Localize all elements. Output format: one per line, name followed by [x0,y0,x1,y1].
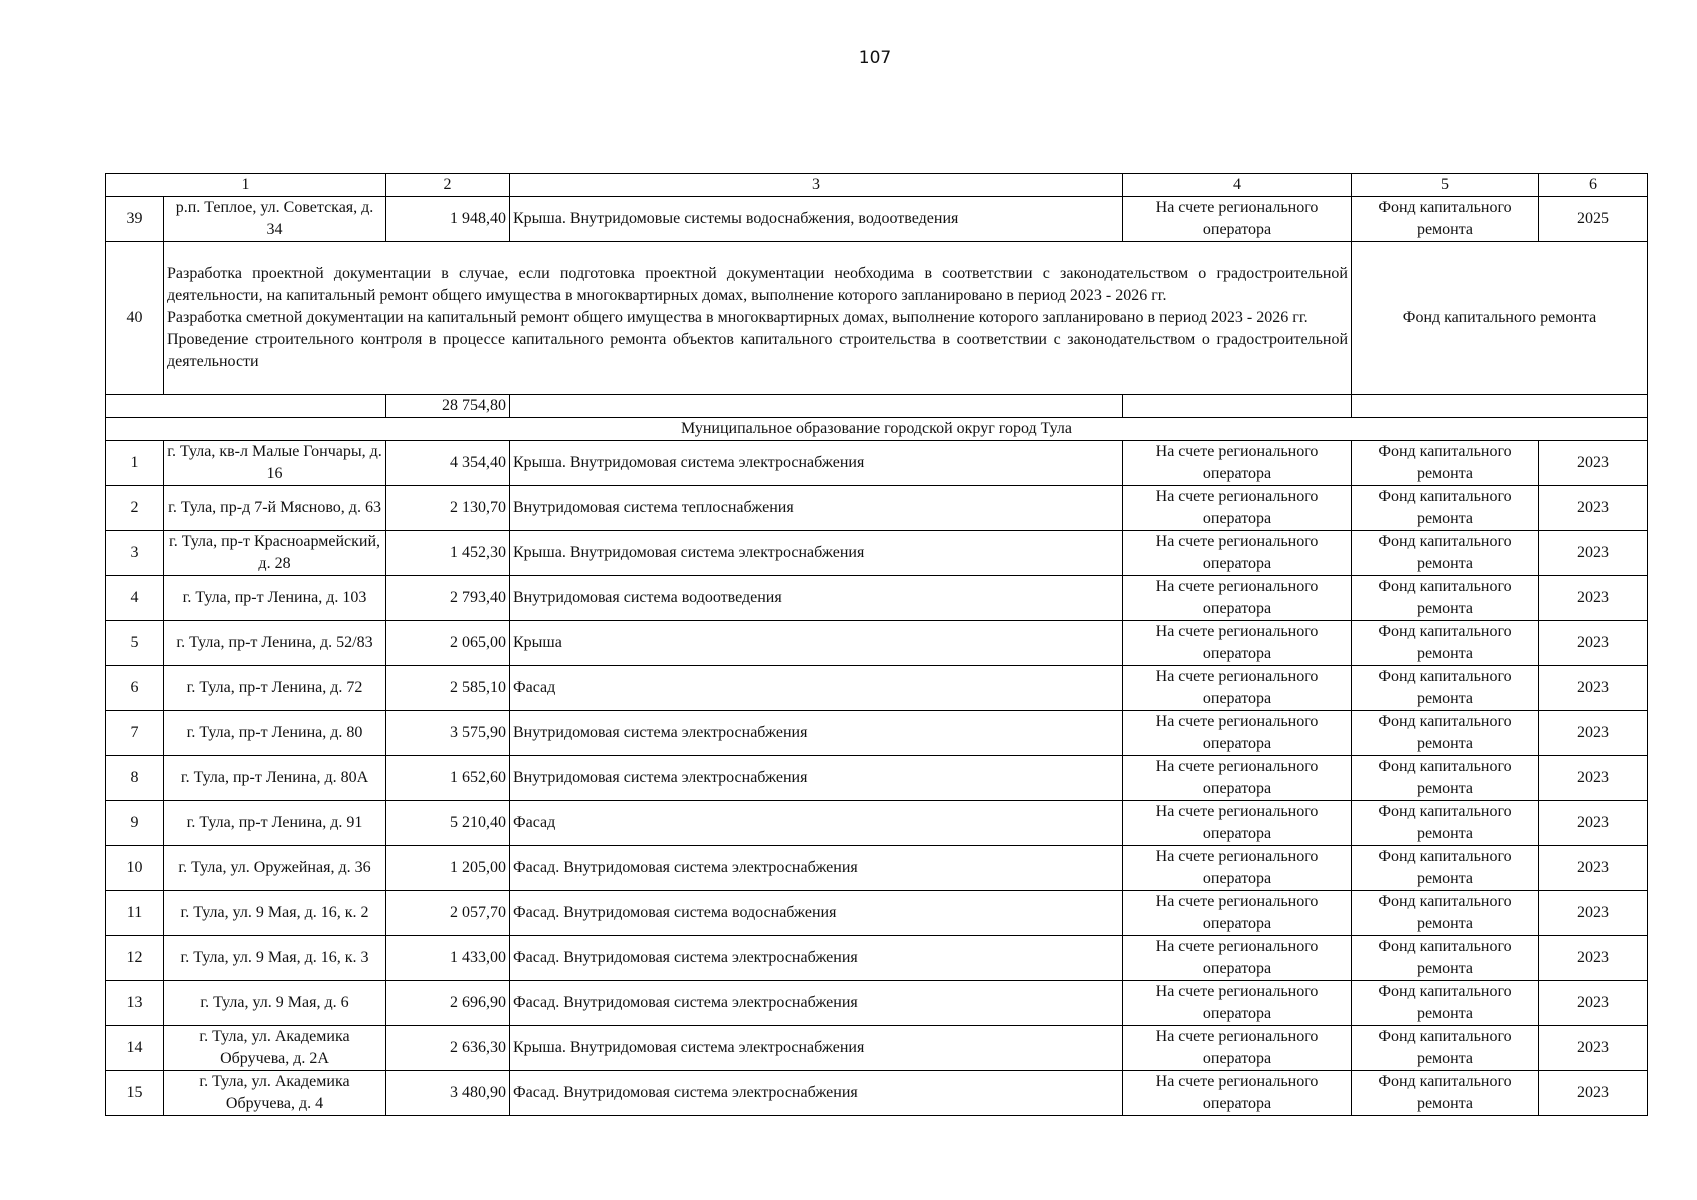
account-cell: На счете регионального оператора [1123,711,1352,756]
fund-cell: Фонд капитального ремонта [1352,711,1539,756]
area-cell: 5 210,40 [386,801,510,846]
fund-cell: Фонд капитального ремонта [1352,891,1539,936]
row-number: 14 [106,1026,164,1071]
works-cell: Фасад. Внутридомовая система водоснабжения [510,891,1123,936]
year-cell: 2023 [1539,801,1648,846]
row-number: 8 [106,756,164,801]
address-cell: г. Тула, кв-л Малые Гончары, д. 16 [164,441,386,486]
works-cell: Крыша. Внутридомовые системы водоснабжения, водоотведения [510,197,1123,242]
works-cell: Внутридомовая система электроснабжения [510,756,1123,801]
works-cell: Фасад. Внутридомовая система электроснабжения [510,846,1123,891]
year-cell: 2023 [1539,846,1648,891]
table-row [106,531,1648,576]
table-row [106,756,1648,801]
year-cell: 2023 [1539,756,1648,801]
row-number: 10 [106,846,164,891]
works-cell: Внутридомовая система электроснабжения [510,711,1123,756]
table-row [106,441,1648,486]
area-cell: 1 948,40 [386,197,510,242]
works-cell: Фасад [510,666,1123,711]
fund-cell: Фонд капитального ремонта [1352,197,1539,242]
works-cell: Крыша. Внутридомовая система электроснабжения [510,531,1123,576]
account-cell: На счете регионального оператора [1123,1026,1352,1071]
account-cell: На счете регионального оператора [1123,666,1352,711]
header-cell: 5 [1352,174,1539,197]
year-cell: 2025 [1539,197,1648,242]
row-number: 39 [106,197,164,242]
address-cell: г. Тула, ул. 9 Мая, д. 6 [164,981,386,1026]
header-row [106,174,1648,197]
year-cell: 2023 [1539,891,1648,936]
section-header-row [106,418,1648,441]
row-number: 6 [106,666,164,711]
area-cell: 1 205,00 [386,846,510,891]
table-row [106,486,1648,531]
works-cell: Фасад. Внутридомовая система электроснабжения [510,981,1123,1026]
account-cell: На счете регионального оператора [1123,1071,1352,1116]
account-cell: На счете регионального оператора [1123,197,1352,242]
address-cell: р.п. Теплое, ул. Советская, д. 34 [164,197,386,242]
area-cell: 2 130,70 [386,486,510,531]
table-row [106,197,1648,242]
address-cell: г. Тула, пр-т Ленина, д. 103 [164,576,386,621]
fund-cell: Фонд капитального ремонта [1352,441,1539,486]
works-cell: Внутридомовая система водоотведения [510,576,1123,621]
account-cell: На счете регионального оператора [1123,486,1352,531]
fund-cell: Фонд капитального ремонта [1352,846,1539,891]
year-cell: 2023 [1539,486,1648,531]
works-cell: Фасад. Внутридомовая система электроснабжения [510,1071,1123,1116]
address-cell: г. Тула, ул. Оружейная, д. 36 [164,846,386,891]
row-number: 40 [106,242,164,395]
works-cell: Фасад [510,801,1123,846]
row-number: 1 [106,441,164,486]
address-cell: г. Тула, пр-т Ленина, д. 80 [164,711,386,756]
row-number: 7 [106,711,164,756]
area-cell: 1 452,30 [386,531,510,576]
works-cell: Внутридомовая система теплоснабжения [510,486,1123,531]
header-cell: 1 [106,174,386,197]
row-number: 4 [106,576,164,621]
table-row [106,576,1648,621]
area-cell: 2 793,40 [386,576,510,621]
area-cell: 2 696,90 [386,981,510,1026]
area-cell: 1 652,60 [386,756,510,801]
header-cell: 6 [1539,174,1648,197]
empty-cell [1352,395,1648,418]
table-row [106,1071,1648,1116]
row-number: 15 [106,1071,164,1116]
paragraph: Разработка сметной документации на капитальный ремонт общего имущества в многоквартирных домах, выполнение которого запланировано в период 2023 - 2026 гг. [167,309,1308,326]
year-cell: 2023 [1539,576,1648,621]
page-number: 107 [858,48,892,68]
paragraph: Разработка проектной документации в случае, если подготовка проектной документации необходима в соответствии с законодательством о градостроительной деятельности, на капитальный ремонт общего имущества в многоквартирных домах, выполнение которого запланировано в период 2023 - 2026 гг. [167,265,1348,304]
row-number: 12 [106,936,164,981]
paragraph: Проведение строительного контроля в процессе капитального ремонта объектов капитального строительства в соответствии с законодательством о градостроительной деятельности [167,331,1348,370]
address-cell: г. Тула, пр-т Красноармейский, д. 28 [164,531,386,576]
works-cell: Крыша [510,621,1123,666]
area-cell: 3 480,90 [386,1071,510,1116]
area-cell: 2 585,10 [386,666,510,711]
year-cell: 2023 [1539,531,1648,576]
area-cell: 1 433,00 [386,936,510,981]
account-cell: На счете регионального оператора [1123,441,1352,486]
address-cell: г. Тула, пр-т Ленина, д. 52/83 [164,621,386,666]
fund-cell: Фонд капитального ремонта [1352,801,1539,846]
table-row [106,801,1648,846]
area-cell: 2 057,70 [386,891,510,936]
row-number: 2 [106,486,164,531]
fund-cell: Фонд капитального ремонта [1352,666,1539,711]
table-row [106,1026,1648,1071]
empty-cell [1123,395,1352,418]
account-cell: На счете регионального оператора [1123,936,1352,981]
works-cell: Крыша. Внутридомовая система электроснабжения [510,441,1123,486]
fund-cell: Фонд капитального ремонта [1352,531,1539,576]
address-cell: г. Тула, ул. 9 Мая, д. 16, к. 2 [164,891,386,936]
address-cell: г. Тула, пр-т Ленина, д. 72 [164,666,386,711]
address-cell: г. Тула, пр-д 7-й Мясново, д. 63 [164,486,386,531]
year-cell: 2023 [1539,711,1648,756]
account-cell: На счете регионального оператора [1123,846,1352,891]
total-row [106,395,1648,418]
header-cell: 4 [1123,174,1352,197]
fund-cell: Фонд капитального ремонта [1352,981,1539,1026]
year-cell: 2023 [1539,1026,1648,1071]
account-cell: На счете регионального оператора [1123,576,1352,621]
row-number: 13 [106,981,164,1026]
account-cell: На счете регионального оператора [1123,981,1352,1026]
year-cell: 2023 [1539,666,1648,711]
fund-cell: Фонд капитального ремонта [1352,576,1539,621]
year-cell: 2023 [1539,1071,1648,1116]
row-number: 11 [106,891,164,936]
fund-cell: Фонд капитального ремонта [1352,1026,1539,1071]
fund-cell: Фонд капитального ремонта [1352,1071,1539,1116]
table-row [106,666,1648,711]
fund-cell: Фонд капитального ремонта [1352,936,1539,981]
table-row [106,621,1648,666]
header-cell: 3 [510,174,1123,197]
account-cell: На счете регионального оператора [1123,756,1352,801]
fund-cell: Фонд капитального ремонта [1352,486,1539,531]
row-number: 9 [106,801,164,846]
works-cell: Фасад. Внутридомовая система электроснабжения [510,936,1123,981]
row-number: 5 [106,621,164,666]
area-cell: 3 575,90 [386,711,510,756]
address-cell: г. Тула, ул. 9 Мая, д. 16, к. 3 [164,936,386,981]
capital-repair-table [105,173,1648,1116]
works-cell: Крыша. Внутридомовая система электроснабжения [510,1026,1123,1071]
area-cell: 2 636,30 [386,1026,510,1071]
section-title: Муниципальное образование городской округ город Тула [106,418,1648,441]
table-row [106,846,1648,891]
empty-cell [510,395,1123,418]
year-cell: 2023 [1539,441,1648,486]
year-cell: 2023 [1539,936,1648,981]
total-area-cell: 28 754,80 [386,395,510,418]
table-row [106,936,1648,981]
table-row [106,981,1648,1026]
table-row-documentation [106,242,1648,395]
account-cell: На счете регионального оператора [1123,891,1352,936]
account-cell: На счете регионального оператора [1123,621,1352,666]
row-number: 3 [106,531,164,576]
year-cell: 2023 [1539,621,1648,666]
account-cell: На счете регионального оператора [1123,531,1352,576]
total-label-cell [106,395,386,418]
fund-cell: Фонд капитального ремонта [1352,756,1539,801]
address-cell: г. Тула, ул. Академика Обручева, д. 2А [164,1026,386,1071]
address-cell: г. Тула, пр-т Ленина, д. 80А [164,756,386,801]
address-cell: г. Тула, пр-т Ленина, д. 91 [164,801,386,846]
table-row [106,891,1648,936]
account-cell: На счете регионального оператора [1123,801,1352,846]
area-cell: 4 354,40 [386,441,510,486]
year-cell: 2023 [1539,981,1648,1026]
table-row [106,711,1648,756]
fund-cell: Фонд капитального ремонта [1352,242,1648,395]
area-cell: 2 065,00 [386,621,510,666]
documentation-works-cell [164,242,1352,395]
address-cell: г. Тула, ул. Академика Обручева, д. 4 [164,1071,386,1116]
fund-cell: Фонд капитального ремонта [1352,621,1539,666]
header-cell: 2 [386,174,510,197]
